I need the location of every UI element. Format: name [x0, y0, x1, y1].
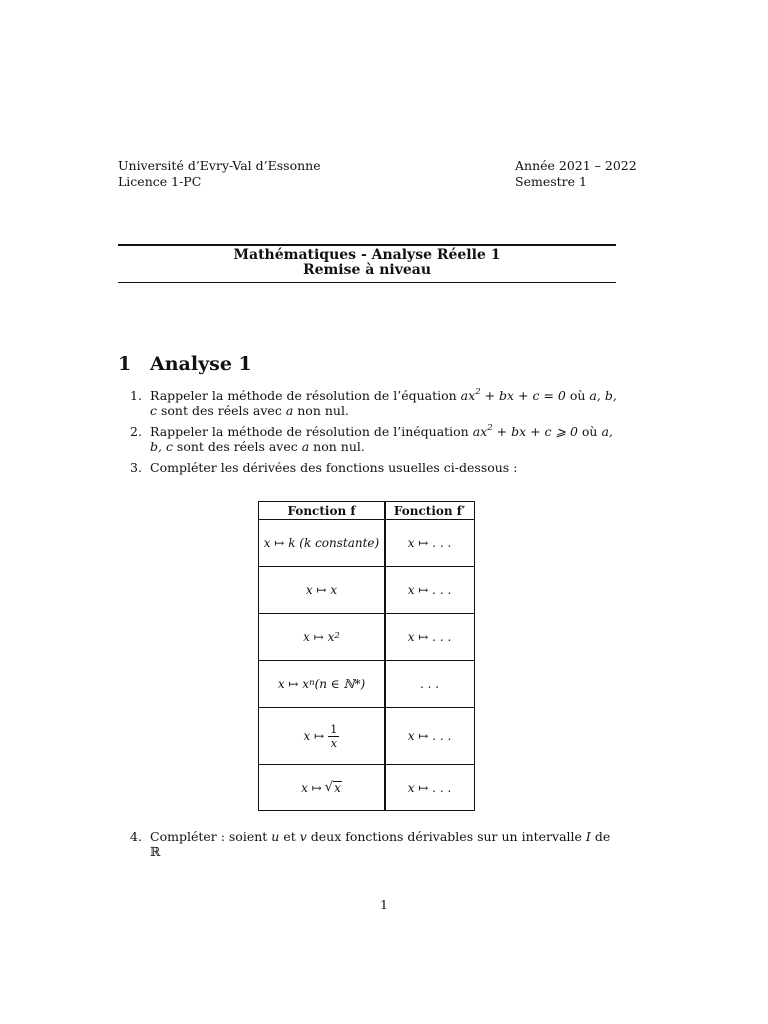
table-row: [259, 519, 474, 566]
exercise-item-3: 3. Compléter les dérivées des fonctions usuelles ci-dessous :: [130, 460, 518, 475]
inequation: $ax^2$ + bx + c ⩾ 0: [472, 422, 578, 439]
derivative-cell: x ↦ . . .: [407, 729, 452, 743]
exercise-item-2: 2. Rappeler la méthode de résolution de l’inéquation $ax^2$ + bx + c ⩾ 0 où a, b, c sont des réels avec a non nul.: [130, 422, 613, 454]
header-term: [515, 158, 637, 190]
exercise-list-4: [130, 829, 618, 859]
page-number: 1: [380, 897, 388, 912]
section-number: 1: [118, 353, 132, 375]
table-header-row: [259, 502, 474, 519]
derivative-cell: x ↦ . . .: [407, 630, 452, 644]
section-title: Analyse 1: [150, 353, 252, 375]
title-line-2: Remise à niveau: [302, 262, 432, 278]
function-cell: x ↦ x $^n$ (n ∈ ℕ*): [277, 677, 366, 691]
table-row: [259, 566, 474, 613]
equation: $ax^2$ + bx + c = 0: [460, 386, 566, 403]
header-institution: [118, 158, 321, 190]
derivative-cell: x ↦ . . .: [407, 536, 452, 550]
program-name: Licence 1-PC: [118, 174, 202, 189]
function-cell: x ↦ x $^2$: [303, 630, 340, 644]
item-number: 1.: [130, 388, 142, 403]
item-number: 3.: [130, 460, 142, 475]
academic-year: Année 2021 – 2022: [515, 158, 637, 173]
function-cell: x ↦ x: [305, 583, 338, 597]
table-row: [259, 707, 474, 764]
header-function: Fonction f: [287, 503, 356, 518]
table-row: [259, 764, 474, 810]
header-derivative: Fonction f′: [393, 503, 466, 518]
derivative-cell: x ↦ . . .: [407, 780, 452, 795]
derivative-cell: x ↦ . . .: [407, 583, 452, 597]
title-rule-top: [118, 244, 616, 246]
table-row: [259, 660, 474, 707]
title-line-1: Mathématiques - Analyse Réelle 1: [233, 247, 501, 263]
exercise-list: [130, 388, 618, 418]
item-number: 4.: [130, 829, 142, 844]
derivative-cell: . . .: [419, 677, 440, 691]
table-row: [259, 613, 474, 660]
item-number: 2.: [130, 424, 142, 439]
document-title: [118, 248, 616, 278]
exercise-item-1: 1. Rappeler la méthode de résolution de l’équation $ax^2$ + bx + c = 0 où a, b, c sont des réels avec a non nul.: [130, 386, 617, 418]
section-heading: [118, 353, 252, 375]
title-rule-bottom: [118, 282, 616, 283]
derivatives-table: [258, 501, 475, 811]
exercise-item-4: 4. Compléter : soient u et v deux fonctions dérivables sur un intervalle I de ℝ: [130, 829, 611, 859]
fraction: $\frac{1}{x}$: [330, 721, 338, 750]
function-cell: x ↦ √ x: [301, 779, 341, 795]
exercise-list-3: [130, 460, 618, 475]
exercise-list-2: [130, 424, 618, 454]
semester: Semestre 1: [515, 174, 587, 189]
university-name: Université d’Evry-Val d’Essonne: [118, 158, 321, 173]
square-root: √ x: [324, 779, 341, 795]
function-cell: x ↦ $\frac{1}{x}$: [303, 721, 338, 750]
function-cell: x ↦ k (k constante): [263, 536, 380, 550]
